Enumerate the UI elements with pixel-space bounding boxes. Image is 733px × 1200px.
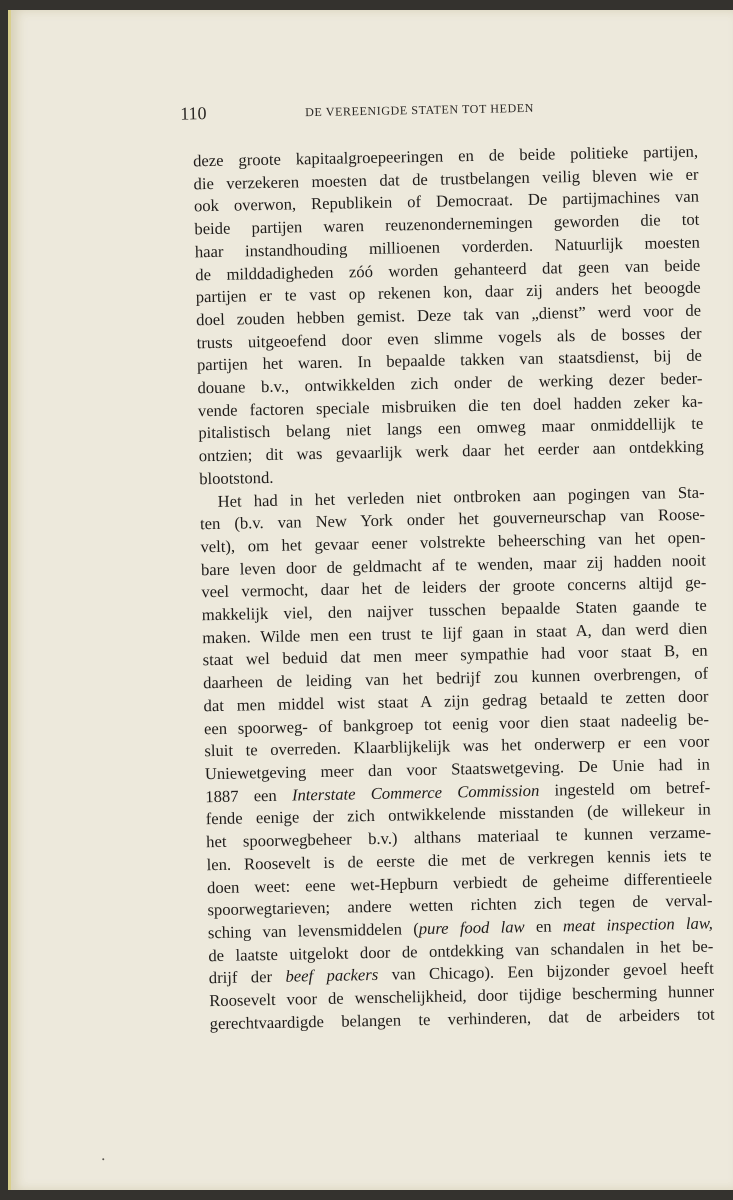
page-content: [0, 3, 733, 1197]
text-line: die verzekeren moesten dat de trustbelangen veilig bleven wie er: [193, 164, 699, 194]
text-line: partijen er te vast op rekenen kon, daar zij anders het beoogde: [195, 277, 701, 307]
running-title: DE VEREENIGDE STATEN TOT HEDEN: [305, 100, 535, 120]
text-run: en: [535, 916, 552, 936]
text-line: spoorwegtarieven; andere wetten richten zich tegen de verval-: [207, 890, 713, 920]
text-line: pitalistisch belang niet langs een omweg maar onmiddellijk te: [198, 414, 704, 443]
text-line: doel zouden hebben gemist. Deze tak van „dienst” werd voor de: [195, 300, 702, 330]
text-line: Het had in het verleden niet ontbroken aan pogingen van Sta-: [217, 482, 705, 511]
text-line: vende factoren speciale misbruiken die ten doel hadden zeker ka-: [197, 391, 703, 421]
text-line: de laatste uitgelokt door de ontdekking van schandalen in het be-: [208, 936, 714, 965]
text-run: ingesteld om betref-: [554, 777, 711, 800]
body-text: [193, 141, 715, 1036]
text-line: daarheen de leiding van het bedrijf zou kunnen overbrengen, of: [202, 663, 709, 693]
book-page: [8, 10, 733, 1190]
text-line: blootstond.: [199, 467, 274, 489]
text-line: een spoorweg- of bankgroep tot eenig voor dien staat nadeelig be-: [203, 709, 710, 738]
paper-speck: [102, 1158, 104, 1160]
italic-term: pure food law: [418, 917, 525, 939]
running-header: [180, 93, 710, 124]
text-line: gerechtvaardigde belangen te verhinderen, dat de arbeiders tot: [209, 1004, 715, 1033]
text-line: de milddadigheden zóó worden gehanteerd dat geen van beide: [195, 255, 701, 284]
text-line: ontzien; dit was gevaarlijk werk daar het eerder aan ontdekking: [198, 436, 704, 466]
text-line: douane b.v., ontwikkelden zich onder de werking dezer beder-: [197, 368, 703, 398]
page-number: 110: [180, 103, 207, 124]
text-line: Roosevelt voor de wenschelijkheid, door tijdige bescherming hunner: [209, 981, 715, 1011]
italic-term: meat inspection law,: [562, 913, 714, 936]
text-line: makkelijk viel, den naijver tusschen bepaalde Staten gaande te: [201, 595, 707, 625]
text-run: drijf der: [208, 967, 273, 988]
italic-term: Interstate Commerce Commission: [291, 780, 540, 805]
text-line: trusts uitgeoefend door even slimme vogels als de bosses der: [196, 323, 702, 352]
text-line: ten (b.v. van New York onder het gouverneurschap van Roose-: [199, 504, 706, 534]
text-line: doen weet: eene wet-Hepburn verbiedt de geheime differentieele: [206, 868, 713, 897]
text-line: haar instandhouding millioenen vorderden. Natuurlijk moesten: [194, 232, 700, 262]
text-run: 1887 een: [205, 785, 277, 806]
text-line: partijen het waren. In bepaalde takken van staatsdienst, bij de: [196, 345, 703, 375]
text-line: velt), om het gevaar eener volstrekte beheersching van het open-: [200, 527, 706, 557]
text-run: sching van levensmiddelen (: [207, 919, 419, 943]
text-line: staat wel beduid dat men meer sympathie had voor staat B, en: [202, 641, 708, 670]
text-line: dat men middel wist staat A zijn gedrag betaald te zetten door: [203, 686, 709, 716]
text-line: maken. Wilde men een trust te lijf gaan in staat A, dan werd dien: [202, 618, 708, 648]
text-line: deze groote kapitaalgroepeeringen en de beide politieke partijen,: [192, 141, 699, 171]
italic-term: beef packers: [285, 965, 379, 987]
text-run: van Chicago). Een bijzonder gevoel heeft: [391, 958, 714, 984]
text-line: fende eenige der zich ontwikkelende misstanden (de willekeur in: [205, 799, 711, 829]
text-line: het spoorwegbeheer b.v.) althans materiaal te kunnen verzame-: [206, 822, 712, 852]
text-line: len. Roosevelt is de eerste die met de verkregen kennis iets te: [206, 845, 712, 875]
text-line: veel vermocht, daar het de leiders der groote concerns altijd ge-: [201, 572, 707, 602]
text-line: Uniewetgeving meer dan voor Staatswetgeving. De Unie had in: [204, 754, 710, 784]
text-line: ook overwon, Republikein of Democraat. De partijmachines van: [193, 187, 700, 216]
text-line: beide partijen waren reuzenondernemingen geworden die tot: [194, 209, 700, 239]
text-line: sluit te overreden. Klaarblijkelijk was het onderwerp er een voor: [204, 731, 710, 761]
text-line: bare leven door de geldmacht af te wenden, maar zij hadden nooit: [200, 550, 707, 579]
